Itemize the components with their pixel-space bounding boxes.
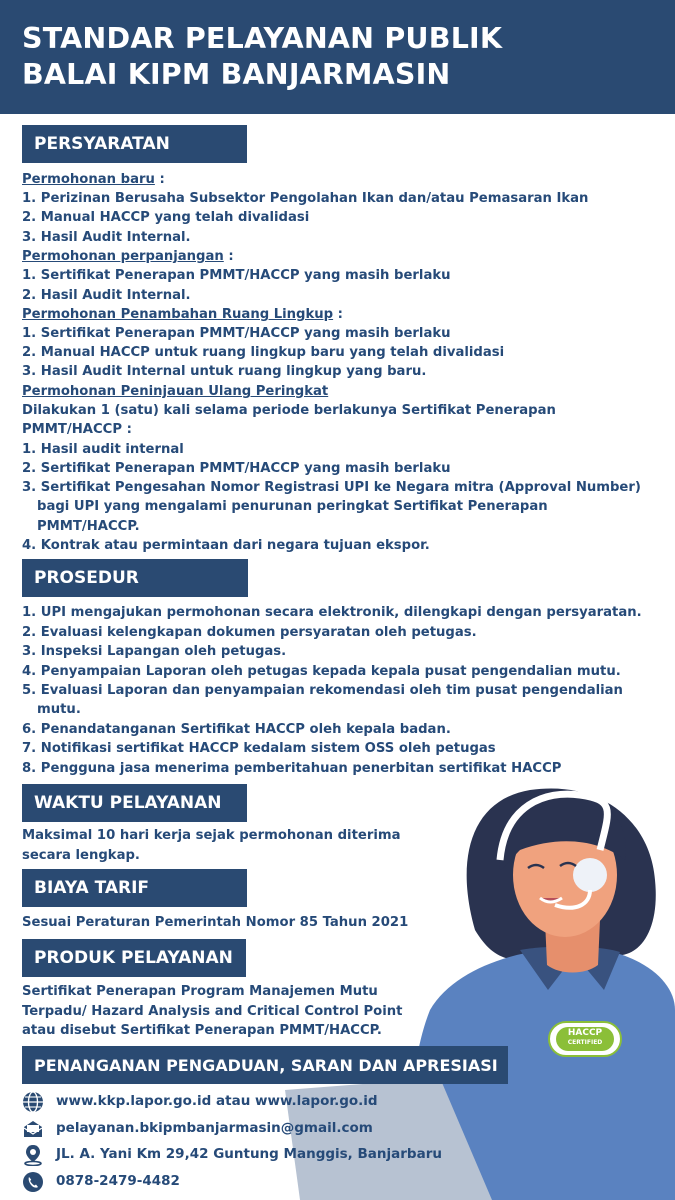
header-banner (0, 0, 675, 114)
list-item: 2. Evaluasi kelengkapan dokumen persyaratan oleh petugas. (22, 625, 477, 640)
haccp-badge: HACCP CERTIFIED (567, 1028, 603, 1046)
list-item: 4. Penyampaian Laporan oleh petugas kepada kepala pusat pengendalian mutu. (22, 664, 621, 679)
list-item: 3. Inspeksi Lapangan oleh petugas. (22, 644, 287, 659)
persyaratan-peninjauan-intro-1: Dilakukan 1 (satu) kali selama periode berlakunya Sertifikat Penerapan (22, 403, 556, 418)
section-prosedur-title: PROSEDUR (22, 559, 248, 597)
persyaratan-peninjauan-heading: Permohonan Peninjauan Ulang Peringkat (22, 384, 329, 399)
waktu-text-2: secara lengkap. (22, 848, 140, 863)
list-item: 4. Kontrak atau permintaan dari negara tujuan ekspor. (22, 538, 430, 553)
section-pengaduan-title: PENANGANAN PENGADUAN, SARAN DAN APRESIASI (22, 1046, 508, 1084)
section-biaya-title: BIAYA TARIF (22, 869, 247, 907)
contact-address-text: JL. A. Yani Km 29,42 Guntung Manggis, Banjarbaru (56, 1146, 442, 1162)
list-item: 2. Manual HACCP untuk ruang lingkup baru yang telah divalidasi (22, 345, 505, 360)
produk-text-3: atau disebut Sertifikat Penerapan PMMT/HACCP. (22, 1023, 382, 1038)
list-item: 3. Sertifikat Pengesahan Nomor Registrasi UPI ke Negara mitra (Approval Number) (22, 480, 641, 495)
section-produk-title: PRODUK PELAYANAN (22, 939, 246, 977)
contact-phone-text[interactable]: 0878-2479-4482 (56, 1173, 180, 1189)
mail-icon (22, 1118, 44, 1140)
list-item: 3. Hasil Audit Internal untuk ruang lingkup yang baru. (22, 364, 427, 379)
section-waktu-title: WAKTU PELAYANAN (22, 784, 247, 822)
list-item: 2. Sertifikat Penerapan PMMT/HACCP yang masih berlaku (22, 461, 451, 476)
persyaratan-baru-heading: Permohonan baru : (22, 172, 165, 187)
list-item: 2. Hasil Audit Internal. (22, 288, 191, 303)
section-persyaratan-title: PERSYARATAN (22, 125, 247, 163)
list-item: 3. Hasil Audit Internal. (22, 230, 191, 245)
page-title-line2: BALAI KIPM BANJARMASIN (22, 58, 451, 91)
persyaratan-peninjauan-intro-2: PMMT/HACCP : (22, 422, 132, 437)
page-title-line1: STANDAR PELAYANAN PUBLIK (22, 22, 503, 55)
persyaratan-perpanjangan-heading: Permohonan perpanjangan : (22, 249, 234, 264)
list-item-continued: PMMT/HACCP. (37, 519, 140, 534)
contact-email-text[interactable]: pelayanan.bkipmbanjarmasin@gmail.com (56, 1120, 373, 1136)
biaya-text: Sesuai Peraturan Pemerintah Nomor 85 Tahun 2021 (22, 915, 409, 930)
produk-text-2: Terpadu/ Hazard Analysis and Critical Control Point (22, 1004, 403, 1019)
waktu-text-1: Maksimal 10 hari kerja sejak permohonan diterima (22, 828, 401, 843)
list-item: 1. Hasil audit internal (22, 442, 184, 457)
persyaratan-penambahan-heading: Permohonan Penambahan Ruang Lingkup : (22, 307, 343, 322)
phone-icon (22, 1171, 44, 1193)
list-item: 1. Perizinan Berusaha Subsektor Pengolahan Ikan dan/atau Pemasaran Ikan (22, 191, 589, 206)
list-item: 1. Sertifikat Penerapan PMMT/HACCP yang masih berlaku (22, 326, 451, 341)
list-item-continued: bagi UPI yang mengalami penurunan peringkat Sertifikat Penerapan (37, 499, 548, 514)
list-item: 1. UPI mengajukan permohonan secara elektronik, dilengkapi dengan persyaratan. (22, 605, 642, 620)
globe-icon (22, 1091, 44, 1113)
location-icon (22, 1144, 44, 1166)
list-item: 5. Evaluasi Laporan dan penyampaian rekomendasi oleh tim pusat pengendalian (22, 683, 623, 698)
list-item-continued: mutu. (37, 702, 81, 717)
produk-text-1: Sertifikat Penerapan Program Manajemen Mutu (22, 984, 378, 999)
list-item: 1. Sertifikat Penerapan PMMT/HACCP yang masih berlaku (22, 268, 451, 283)
list-item: 6. Penandatanganan Sertifikat HACCP oleh kepala badan. (22, 722, 451, 737)
list-item: 7. Notifikasi sertifikat HACCP kedalam sistem OSS oleh petugas (22, 741, 496, 756)
list-item: 8. Pengguna jasa menerima pemberitahuan penerbitan sertifikat HACCP (22, 761, 562, 776)
contact-web-text[interactable]: www.kkp.lapor.go.id atau www.lapor.go.id (56, 1093, 378, 1109)
list-item: 2. Manual HACCP yang telah divalidasi (22, 210, 310, 225)
